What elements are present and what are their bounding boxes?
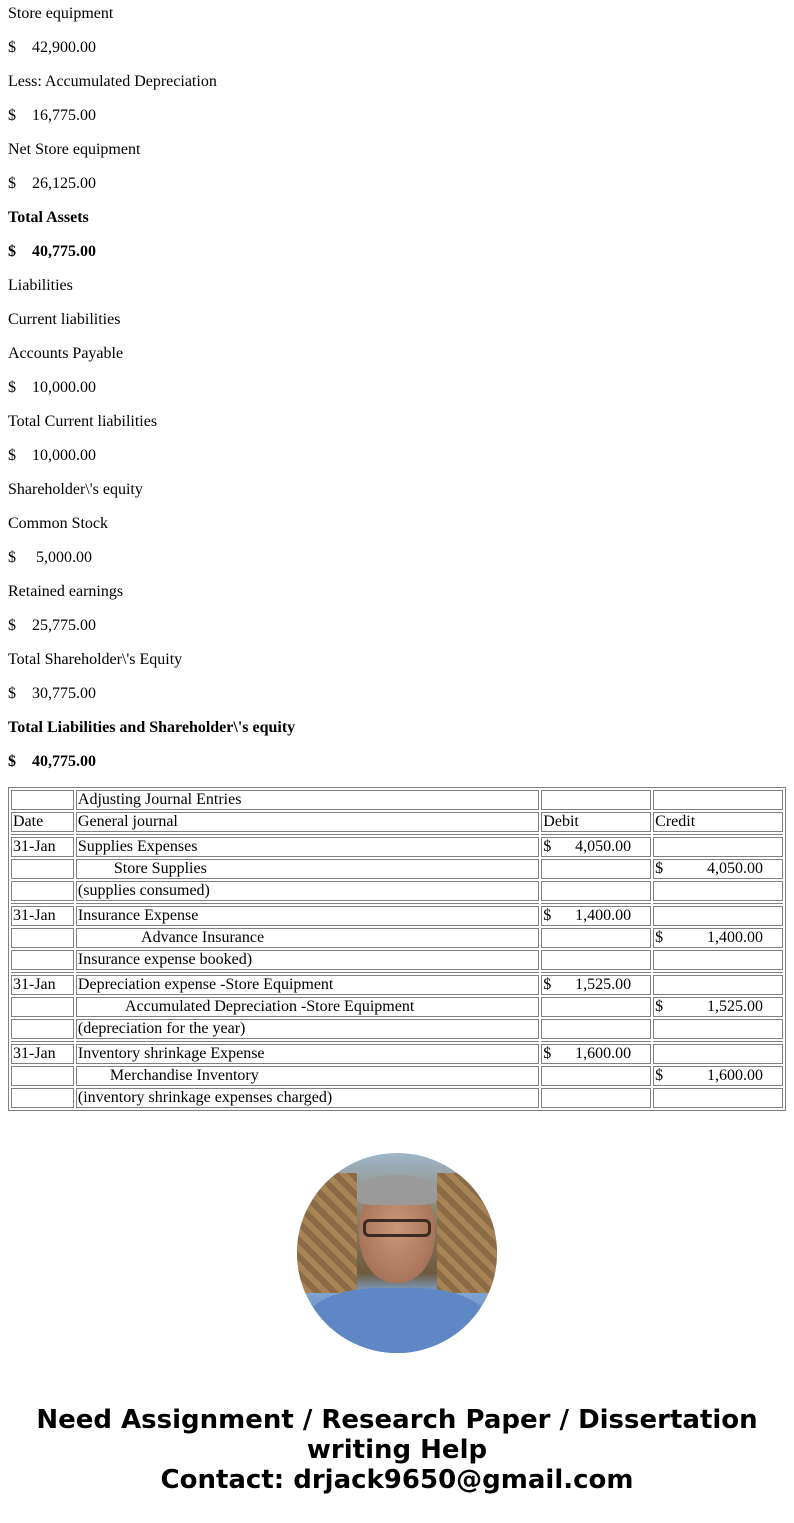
narration: (depreciation for the year): [76, 1019, 539, 1039]
common-stock-label: Common Stock: [8, 515, 109, 532]
shareholders-equity-heading: Shareholder\'s equity: [8, 481, 143, 498]
store-equipment-value: $ 42,900.00: [8, 39, 96, 56]
credit-account: Accumulated Depreciation -Store Equipment: [76, 997, 539, 1017]
total-shareholders-equity-value: $ 30,775.00: [8, 685, 96, 702]
total-current-liabilities-value: $ 10,000.00: [8, 447, 96, 464]
header-description: General journal: [76, 812, 539, 832]
total-liab-equity-label: Total Liabilities and Shareholder\'s equity: [8, 719, 296, 736]
balance-sheet: [8, 4, 295, 786]
credit-amount: $ 1,400.00: [653, 928, 783, 948]
liabilities-heading: Liabilities: [8, 277, 73, 294]
narration: (inventory shrinkage expenses charged): [76, 1088, 539, 1108]
adjusting-journal-table: [8, 787, 786, 1111]
header-debit: Debit: [541, 812, 651, 832]
table-row: [11, 1066, 783, 1086]
credit-account: Merchandise Inventory: [76, 1066, 539, 1086]
table-row: [11, 997, 783, 1017]
credit-amount: $ 4,050.00: [653, 859, 783, 879]
entry-separator: [11, 834, 783, 835]
debit-amount: $ 4,050.00: [541, 837, 651, 857]
credit-amount: $ 1,600.00: [653, 1066, 783, 1086]
accounts-payable-label: Accounts Payable: [8, 345, 124, 362]
current-liabilities-heading: Current liabilities: [8, 311, 121, 328]
narration: Insurance expense booked): [76, 950, 539, 970]
net-store-equipment-label: Net Store equipment: [8, 141, 141, 158]
footer-line-1: Need Assignment / Research Paper / Dissertation: [36, 1405, 758, 1435]
table-row: [11, 950, 783, 970]
table-row: [11, 975, 783, 995]
footer-line-2: writing Help: [306, 1435, 488, 1465]
total-shareholders-equity-label: Total Shareholder\'s Equity: [8, 651, 183, 668]
table-row: [11, 906, 783, 926]
entry-date: 31-Jan: [11, 975, 74, 995]
journal-title: Adjusting Journal Entries: [76, 790, 539, 810]
total-liab-equity-value: $ 40,775.00: [8, 753, 96, 770]
debit-account: Inventory shrinkage Expense: [76, 1044, 539, 1064]
debit-amount: $ 1,400.00: [541, 906, 651, 926]
table-row: [11, 837, 783, 857]
table-row: [11, 1044, 783, 1064]
table-title-row: [11, 790, 783, 810]
common-stock-value: $ 5,000.00: [8, 549, 92, 566]
table-header-row: [11, 812, 783, 832]
accum-dep-value: $ 16,775.00: [8, 107, 96, 124]
table-row: [11, 928, 783, 948]
entry-separator: [11, 903, 783, 904]
credit-account: Advance Insurance: [76, 928, 539, 948]
entry-date: 31-Jan: [11, 837, 74, 857]
debit-account: Insurance Expense: [76, 906, 539, 926]
entry-separator: [11, 972, 783, 973]
total-current-liabilities-label: Total Current liabilities: [8, 413, 158, 430]
entry-date: 31-Jan: [11, 1044, 74, 1064]
retained-earnings-value: $ 25,775.00: [8, 617, 96, 634]
total-assets-value: $ 40,775.00: [8, 243, 96, 260]
credit-account: Store Supplies: [76, 859, 539, 879]
debit-amount: $ 1,600.00: [541, 1044, 651, 1064]
narration: (supplies consumed): [76, 881, 539, 901]
footer-line-3: Contact: drjack9650@gmail.com: [160, 1465, 634, 1495]
header-credit: Credit: [653, 812, 783, 832]
entry-separator: [11, 1041, 783, 1042]
header-date: Date: [11, 812, 74, 832]
entry-date: 31-Jan: [11, 906, 74, 926]
debit-account: Supplies Expenses: [76, 837, 539, 857]
debit-account: Depreciation expense -Store Equipment: [76, 975, 539, 995]
debit-amount: $ 1,525.00: [541, 975, 651, 995]
total-assets-label: Total Assets: [8, 209, 89, 226]
table-row: [11, 881, 783, 901]
table-row: [11, 1019, 783, 1039]
accum-dep-label: Less: Accumulated Depreciation: [8, 73, 217, 90]
credit-amount: $ 1,525.00: [653, 997, 783, 1017]
store-equipment-label: Store equipment: [8, 5, 114, 22]
author-avatar: [297, 1153, 497, 1353]
net-store-equipment-value: $ 26,125.00: [8, 175, 96, 192]
table-row: [11, 859, 783, 879]
accounts-payable-value: $ 10,000.00: [8, 379, 96, 396]
retained-earnings-label: Retained earnings: [8, 583, 124, 600]
table-row: [11, 1088, 783, 1108]
contact-footer: [0, 1405, 794, 1495]
